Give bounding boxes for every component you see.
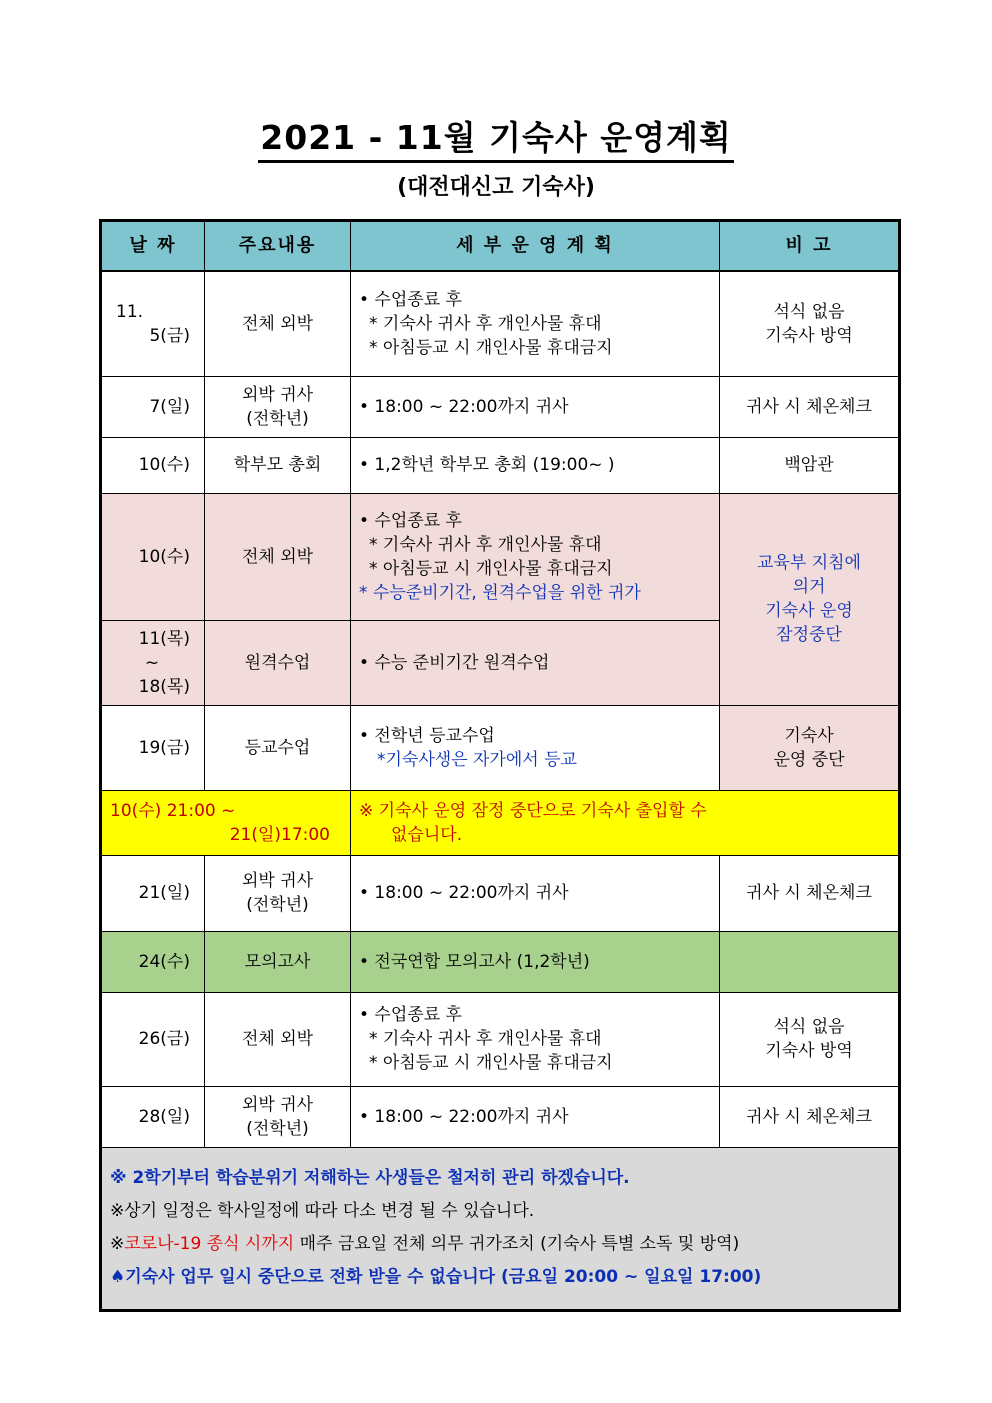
table-row [101, 855, 900, 931]
row-main: 전체 외박 [205, 271, 351, 376]
row-detail: • 수업종료 후 * 기숙사 귀사 후 개인사물 휴대 * 아침등교 시 개인사물 휴대금지 [351, 271, 720, 376]
footer-line-2: ※상기 일정은 학사일정에 따라 다소 변경 될 수 있습니다. [110, 1201, 535, 1221]
row-date: 10(수) [101, 493, 205, 620]
row-main: 전체 외박 [205, 493, 351, 620]
header-detail: 세 부 운 영 계 획 [351, 221, 720, 272]
footer-line-4: ♠기숙사 업무 일시 중단으로 전화 받을 수 없습니다 (금요일 20:00 ~ 일요일 17:00) [110, 1267, 762, 1287]
row-main: 외박 귀사 (전학년) [205, 376, 351, 437]
row-detail: • 18:00 ~ 22:00까지 귀사 [351, 1086, 720, 1147]
row-main: 외박 귀사 (전학년) [205, 1086, 351, 1147]
row-note: 기숙사 운영 중단 [720, 705, 900, 790]
row-note: 석식 없음 기숙사 방역 [720, 992, 900, 1086]
row-detail: • 수업종료 후 * 기숙사 귀사 후 개인사물 휴대 * 아침등교 시 개인사물 휴대금지 [351, 992, 720, 1086]
table-row [101, 931, 900, 992]
footer-line-3: ※코로나-19 종식 시까지 매주 금요일 전체 의무 귀가조치 (기숙사 특별 소독 및 방역) [110, 1234, 740, 1254]
table-row [101, 493, 900, 620]
table-row [101, 271, 900, 376]
row-note: 교육부 지침에 의거 기숙사 운영 잠정중단 [720, 493, 900, 705]
row-note: 귀사 시 체온체크 [720, 855, 900, 931]
header-date: 날 짜 [101, 221, 205, 272]
row-main: 전체 외박 [205, 992, 351, 1086]
row-date: 7(일) [101, 376, 205, 437]
row-detail: • 전국연합 모의고사 (1,2학년) [351, 931, 720, 992]
alert-date: 10(수) 21:00 ~ 21(일)17:00 [101, 790, 351, 855]
table-row [101, 1086, 900, 1147]
row-note: 석식 없음 기숙사 방역 [720, 271, 900, 376]
row-detail: • 18:00 ~ 22:00까지 귀사 [351, 376, 720, 437]
row-detail: • 18:00 ~ 22:00까지 귀사 [351, 855, 720, 931]
table-row [101, 705, 900, 790]
row-date: 11(목) ~ 18(목) [101, 620, 205, 705]
alert-row [101, 790, 900, 855]
row-detail: • 수업종료 후 * 기숙사 귀사 후 개인사물 휴대 * 아침등교 시 개인사물 휴대금지 * 수능준비기간, 원격수업을 위한 귀가 [351, 493, 720, 620]
row-date: 21(일) [101, 855, 205, 931]
table-row [101, 376, 900, 437]
row-date: 19(금) [101, 705, 205, 790]
footer-notes [101, 1147, 900, 1310]
page-title: 2021 - 11월 기숙사 운영계획 [0, 118, 992, 163]
table-header-row [101, 221, 900, 272]
table-row [101, 437, 900, 493]
row-detail: • 1,2학년 학부모 총회 (19:00~ ) [351, 437, 720, 493]
header-main: 주요내용 [205, 221, 351, 272]
row-main: 모의고사 [205, 931, 351, 992]
row-note: 백암관 [720, 437, 900, 493]
table-row [101, 992, 900, 1086]
header-note: 비 고 [720, 221, 900, 272]
row-main: 등교수업 [205, 705, 351, 790]
schedule-table [99, 219, 901, 1312]
row-main: 학부모 총회 [205, 437, 351, 493]
row-date: 24(수) [101, 931, 205, 992]
row-main: 외박 귀사 (전학년) [205, 855, 351, 931]
row-note [720, 931, 900, 992]
row-date: 28(일) [101, 1086, 205, 1147]
row-note: 귀사 시 체온체크 [720, 1086, 900, 1147]
row-date: 11. 5(금) [101, 271, 205, 376]
row-note: 귀사 시 체온체크 [720, 376, 900, 437]
row-detail: • 수능 준비기간 원격수업 [351, 620, 720, 705]
footer-line-1: ※ 2학기부터 학습분위기 저해하는 사생들은 철저히 관리 하겠습니다. [110, 1168, 630, 1188]
page-subtitle: (대전대신고 기숙사) [397, 175, 595, 200]
alert-text: ※ 기숙사 운영 잠정 중단으로 기숙사 출입할 수 없습니다. [351, 790, 900, 855]
row-date: 26(금) [101, 992, 205, 1086]
row-detail: • 전학년 등교수업 *기숙사생은 자가에서 등교 [351, 705, 720, 790]
footer-row [101, 1147, 900, 1310]
row-main: 원격수업 [205, 620, 351, 705]
row-date: 10(수) [101, 437, 205, 493]
